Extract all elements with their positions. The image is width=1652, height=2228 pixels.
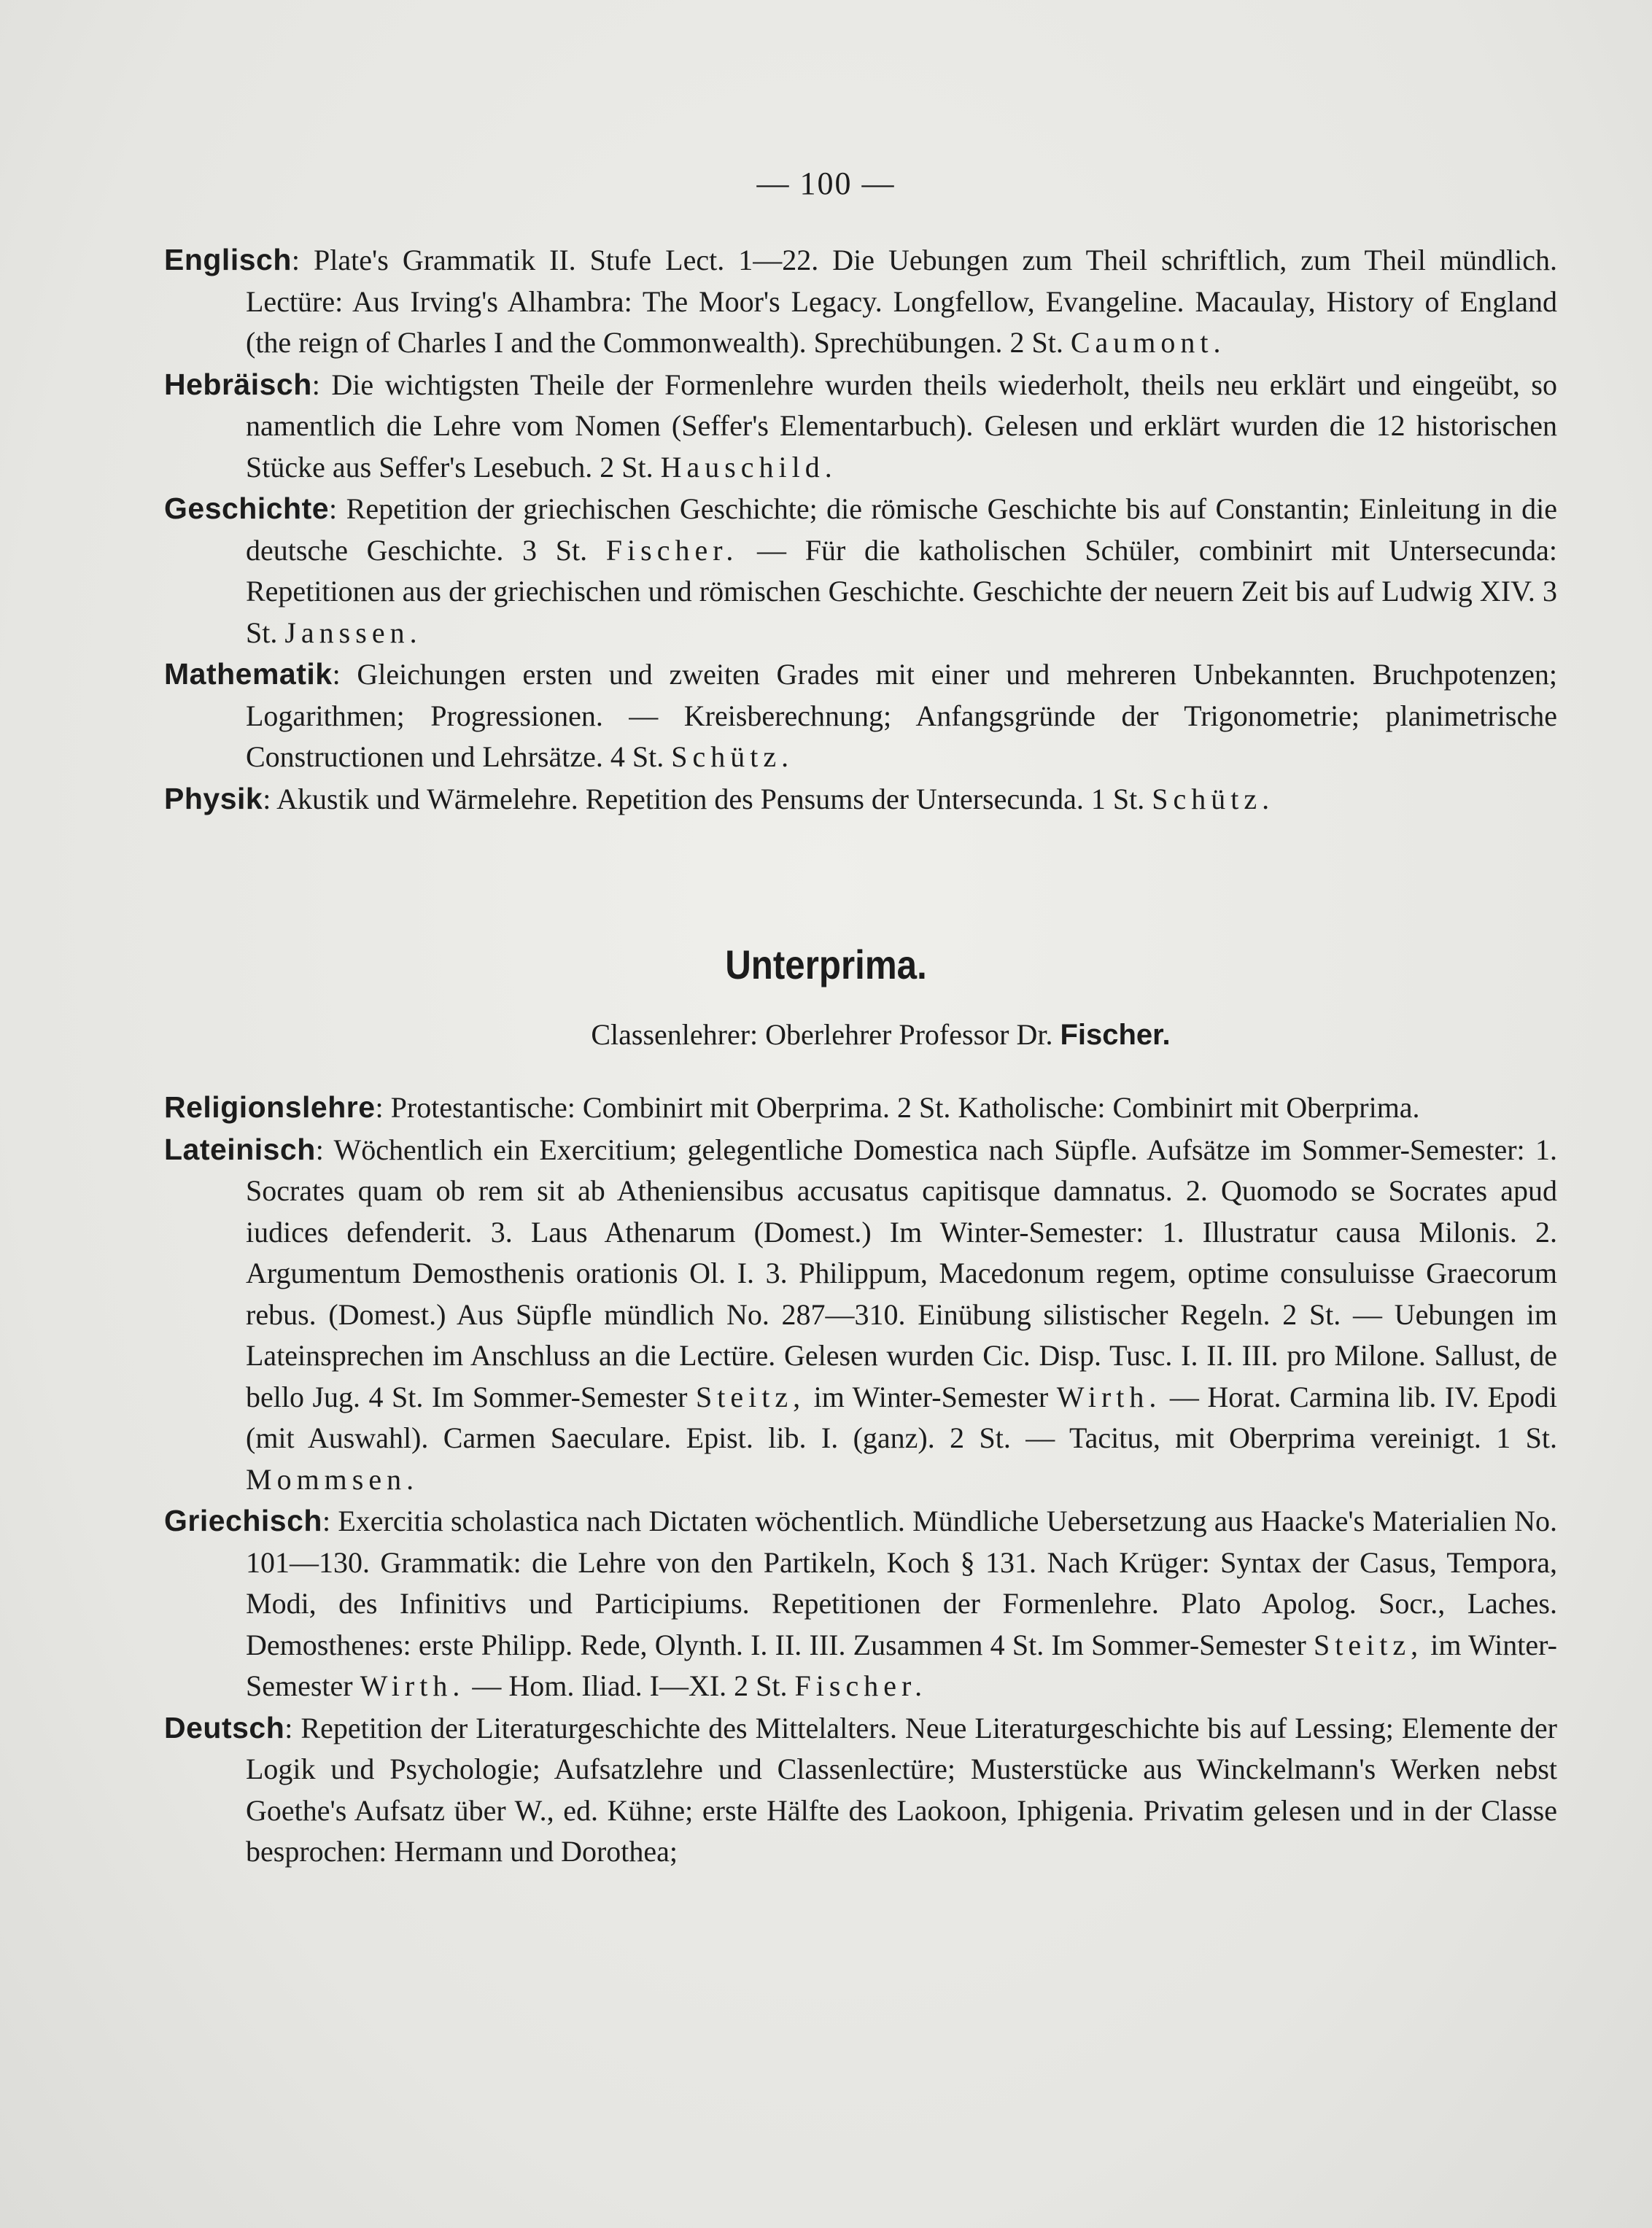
entry-hebraeisch: Hebräisch: Die wichtigsten Theile der Formenlehre wurden theils wiederholt, theils neu erklärt und eingeübt, so namentlich die Lehre vom Nomen (Seffer's Elementarbuch). Gelesen und erklärt wurden die 12 historischen Stücke aus Seffer's Lesebuch. 2 St. Hauschild. — [164, 367, 1557, 484]
page-number: — 100 — — [756, 166, 896, 201]
subject-label: Physik — [164, 781, 263, 815]
teacher-name: Hauschild. — [660, 450, 837, 484]
entry-text: Die wichtigsten Theile der Formenlehre wurden theils wiederholt, theils neu erklärt und eingeübt, so namentlich die Lehre vom Nomen (Seffer's Elementarbuch). Gelesen und erklärt wurden die 12 historischen Stücke aus Seffer's Lesebuch. 2 St. — [246, 368, 1557, 484]
teacher-name: Fischer. — [794, 1669, 928, 1702]
subject-label: Geschichte — [164, 492, 330, 525]
teacher-name: Wirth. — [1056, 1380, 1162, 1413]
entry-geschichte: Geschichte: Repetition der griechischen Geschichte; die römische Geschichte bis auf Constantin; Einleitung in die deutsche Geschichte. 3 St. Fischer. — Für die katholischen Schüler, combinirt mit Untersecunda: Repetitionen aus der griechischen und römischen Geschichte. Geschichte der neuern Zeit bis auf Ludwig XIV. 3 St. Janssen. — [164, 492, 1558, 649]
entry-text: — Für die katholischen Schüler, combinirt mit Untersecunda: Repetitionen aus der griechischen und römischen Geschichte. Geschichte der neuern Zeit bis auf Ludwig XIV. 3 St. — [246, 533, 1558, 649]
entry-text: Akustik und Wärmelehre. Repetition des Pensums der Untersecunda. 1 St. — [276, 782, 1145, 815]
entry-englisch: Englisch: Plate's Grammatik II. Stufe Lect. 1—22. Die Uebungen zum Theil schriftlich, zum Theil mündlich. Lectüre: Aus Irving's Alhambra: The Moor's Legacy. Longfellow, Evangeline. Macaulay, History of England (the reign of Charles I and the Commonwealth). Sprechübungen. 2 St. Caumont. — [164, 243, 1558, 359]
class-teacher-line — [0, 1017, 1652, 1052]
teacher-name: Mommsen. — [246, 1462, 419, 1496]
entry-text: Protestantische: Combinirt mit Oberprima. 2 St. Katholische: Combinirt mit Oberprima. — [390, 1091, 1420, 1124]
teacher-name: Steitz, — [1313, 1628, 1424, 1661]
teacher-name: Fischer. — [605, 533, 739, 567]
subject-label: Deutsch — [164, 1710, 285, 1744]
subject-label: Griechisch — [164, 1504, 322, 1537]
class-teacher-name: Fischer. — [1060, 1019, 1171, 1051]
entry-text: Wöchentlich ein Exercitium; gelegentliche Domestica nach Süpfle. Aufsätze im Sommer-Semester: 1. Socrates quam ob rem sit ab Atheniensibus accusatus capitisque damnatus. 2. Quomodo se Socrates apud iudices defenderit. 3. Laus Athenarum (Domest.) Im Winter-Semester: 1. Illustratur causa Milonis. 2. Argumentum Demosthenis orationis Ol. I. 3. Philippum, Macedonum regem, optime consuluisse Graecorum rebus. (Domest.) Aus Süpfle mündlich No. 287—310. Einübung silistischer Regeln. 2 St. — Uebungen im Lateinsprechen im Anschluss an die Lectüre. Gelesen wurden Cic. Disp. Tusc. I. II. III. pro Milone. Sallust, de bello Jug. 4 St. Im Sommer-Semester — [246, 1133, 1557, 1413]
entry-deutsch: Deutsch: Repetition der Literaturgeschichte des Mittelalters. Neue Literaturgeschichte bis auf Lessing; Elemente der Logik und Psychologie; Aufsatzlehre und Classenlectüre; Musterstücke aus Winckelmann's Werken nebst Goethe's Aufsatz über W., ed. Kühne; erste Hälfte des Laokoon, Iphigenia. Privatim gelesen und in der Classe besprochen: Hermann und Dorothea; — [164, 1710, 1558, 1868]
bottom-section — [164, 1087, 1557, 1873]
entry-text: Gleichungen ersten und zweiten Grades mit einer und mehreren Unbekannten. Bruchpotenzen; Logarithmen; Progressionen. — Kreisberechnung; Anfangsgründe der Trigonometrie; planimetrische Constructionen und Lehrsätze. 4 St. — [246, 658, 1557, 773]
subject-label: Englisch — [164, 243, 292, 276]
entry-text: im Winter-Semester — [246, 1628, 1557, 1702]
entry-text: — Hom. Iliad. I—XI. 2 St. — [472, 1669, 788, 1702]
entry-griechisch: Griechisch: Exercitia scholastica nach Dictaten wöchentlich. Mündliche Uebersetzung aus Haacke's Materialien No. 101—130. Grammatik: die Lehre von den Partikeln, Koch § 131. Nach Krüger: Syntax der Casus, Tempora, Modi, des Infinitivs und Participiums. Repetitionen der Formenlehre. Plato Apolog. Socr., Laches. Demosthenes: erste Philipp. Rede, Olynth. I. II. III. Zusammen 4 St. Im Sommer-Semester Steitz, im Winter-Semester Wirth. — Hom. Iliad. I—XI. 2 St. Fischer. — [164, 1504, 1557, 1702]
subject-label: Lateinisch — [164, 1132, 316, 1166]
class-teacher-prefix: Classenlehrer: Oberlehrer Professor Dr. — [591, 1018, 1053, 1051]
entry-mathematik: Mathematik: Gleichungen ersten und zweiten Grades mit einer und mehreren Unbekannten. Bruchpotenzen; Logarithmen; Progressionen. — Kreisberechnung; Anfangsgründe der Trigonometrie; planimetrische Constructionen und Lehrsätze. 4 St. Schütz. — [164, 657, 1557, 773]
entry-text: Repetition der griechischen Geschichte; die römische Geschichte bis auf Constantin; Einleitung in die deutsche Geschichte. 3 St. — [246, 492, 1557, 567]
teacher-name: Caumont. — [1070, 326, 1226, 359]
teacher-name: Schütz. — [1152, 782, 1275, 815]
subject-label: Hebräisch — [164, 367, 312, 401]
entry-lateinisch: Lateinisch: Wöchentlich ein Exercitium; gelegentliche Domestica nach Süpfle. Aufsätze im Sommer-Semester: 1. Socrates quam ob rem sit ab Atheniensibus accusatus capitisque damnatus. 2. Quomodo se Socrates apud iudices defenderit. 3. Laus Athenarum (Domest.) Im Winter-Semester: 1. Illustratur causa Milonis. 2. Argumentum Demosthenis orationis Ol. I. 3. Philippum, Macedonum regem, optime consuluisse Graecorum rebus. (Domest.) Aus Süpfle mündlich No. 287—310. Einübung silistischer Regeln. 2 St. — Uebungen im Lateinsprechen im Anschluss an die Lectüre. Gelesen wurden Cic. Disp. Tusc. I. II. III. pro Milone. Sallust, de bello Jug. 4 St. Im Sommer-Semester Steitz, im Winter-Semester Wirth. — Horat. Carmina lib. IV. Epodi (mit Auswahl). Carmen Saeculare. Epist. lib. I. (ganz). 2 St. — Tacitus, mit Oberprima vereinigt. 1 St. Mommsen. — [164, 1132, 1558, 1496]
entry-text: Repetition der Literaturgeschichte des Mittelalters. Neue Literaturgeschichte bis auf Lessing; Elemente der Logik und Psychologie; Aufsatzlehre und Classenlectüre; Musterstücke aus Winckelmann's Werken nebst Goethe's Aufsatz über W., ed. Kühne; erste Hälfte des Laokoon, Iphigenia. Privatim gelesen und in der Classe besprochen: Hermann und Dorothea; — [246, 1711, 1558, 1868]
teacher-name: Schütz. — [671, 740, 794, 773]
teacher-name: Janssen. — [284, 616, 422, 649]
entry-text: — Horat. Carmina lib. IV. Epodi (mit Auswahl). Carmen Saeculare. Epist. lib. I. (ganz). 2 St. — Tacitus, mit Oberprima vereinigt. 1 St. — [246, 1380, 1558, 1454]
entry-text: Plate's Grammatik II. Stufe Lect. 1—22. Die Uebungen zum Theil schriftlich, zum Theil mündlich. Lectüre: Aus Irving's Alhambra: The Moor's Legacy. Longfellow, Evangeline. Macaulay, History of England (the reign of Charles I and the Commonwealth). Sprechübungen. 2 St. — [246, 244, 1558, 359]
top-section — [164, 239, 1557, 820]
entry-religionslehre: Religionslehre: Protestantische: Combinirt mit Oberprima. 2 St. Katholische: Combinirt mit Oberprima. — [164, 1090, 1420, 1124]
teacher-name: Steitz, — [696, 1380, 806, 1413]
teacher-name: Wirth. — [360, 1669, 465, 1702]
subject-label: Mathematik — [164, 657, 333, 691]
subject-label: Religionslehre — [164, 1090, 376, 1124]
section-heading: Unterprima. — [725, 942, 927, 987]
entry-physik: Physik: Akustik und Wärmelehre. Repetition des Pensums der Untersecunda. 1 St. Schütz. — [164, 781, 1275, 815]
entry-text: im Winter-Semester — [813, 1380, 1049, 1413]
entry-text: Exercitia scholastica nach Dictaten wöchentlich. Mündliche Uebersetzung aus Haacke's Materialien No. 101—130. Grammatik: die Lehre von den Partikeln, Koch § 131. Nach Krüger: Syntax der Casus, Tempora, Modi, des Infinitivs und Participiums. Repetitionen der Formenlehre. Plato Apolog. Socr., Laches. Demosthenes: erste Philipp. Rede, Olynth. I. II. III. Zusammen 4 St. Im Sommer-Semester — [246, 1505, 1557, 1661]
